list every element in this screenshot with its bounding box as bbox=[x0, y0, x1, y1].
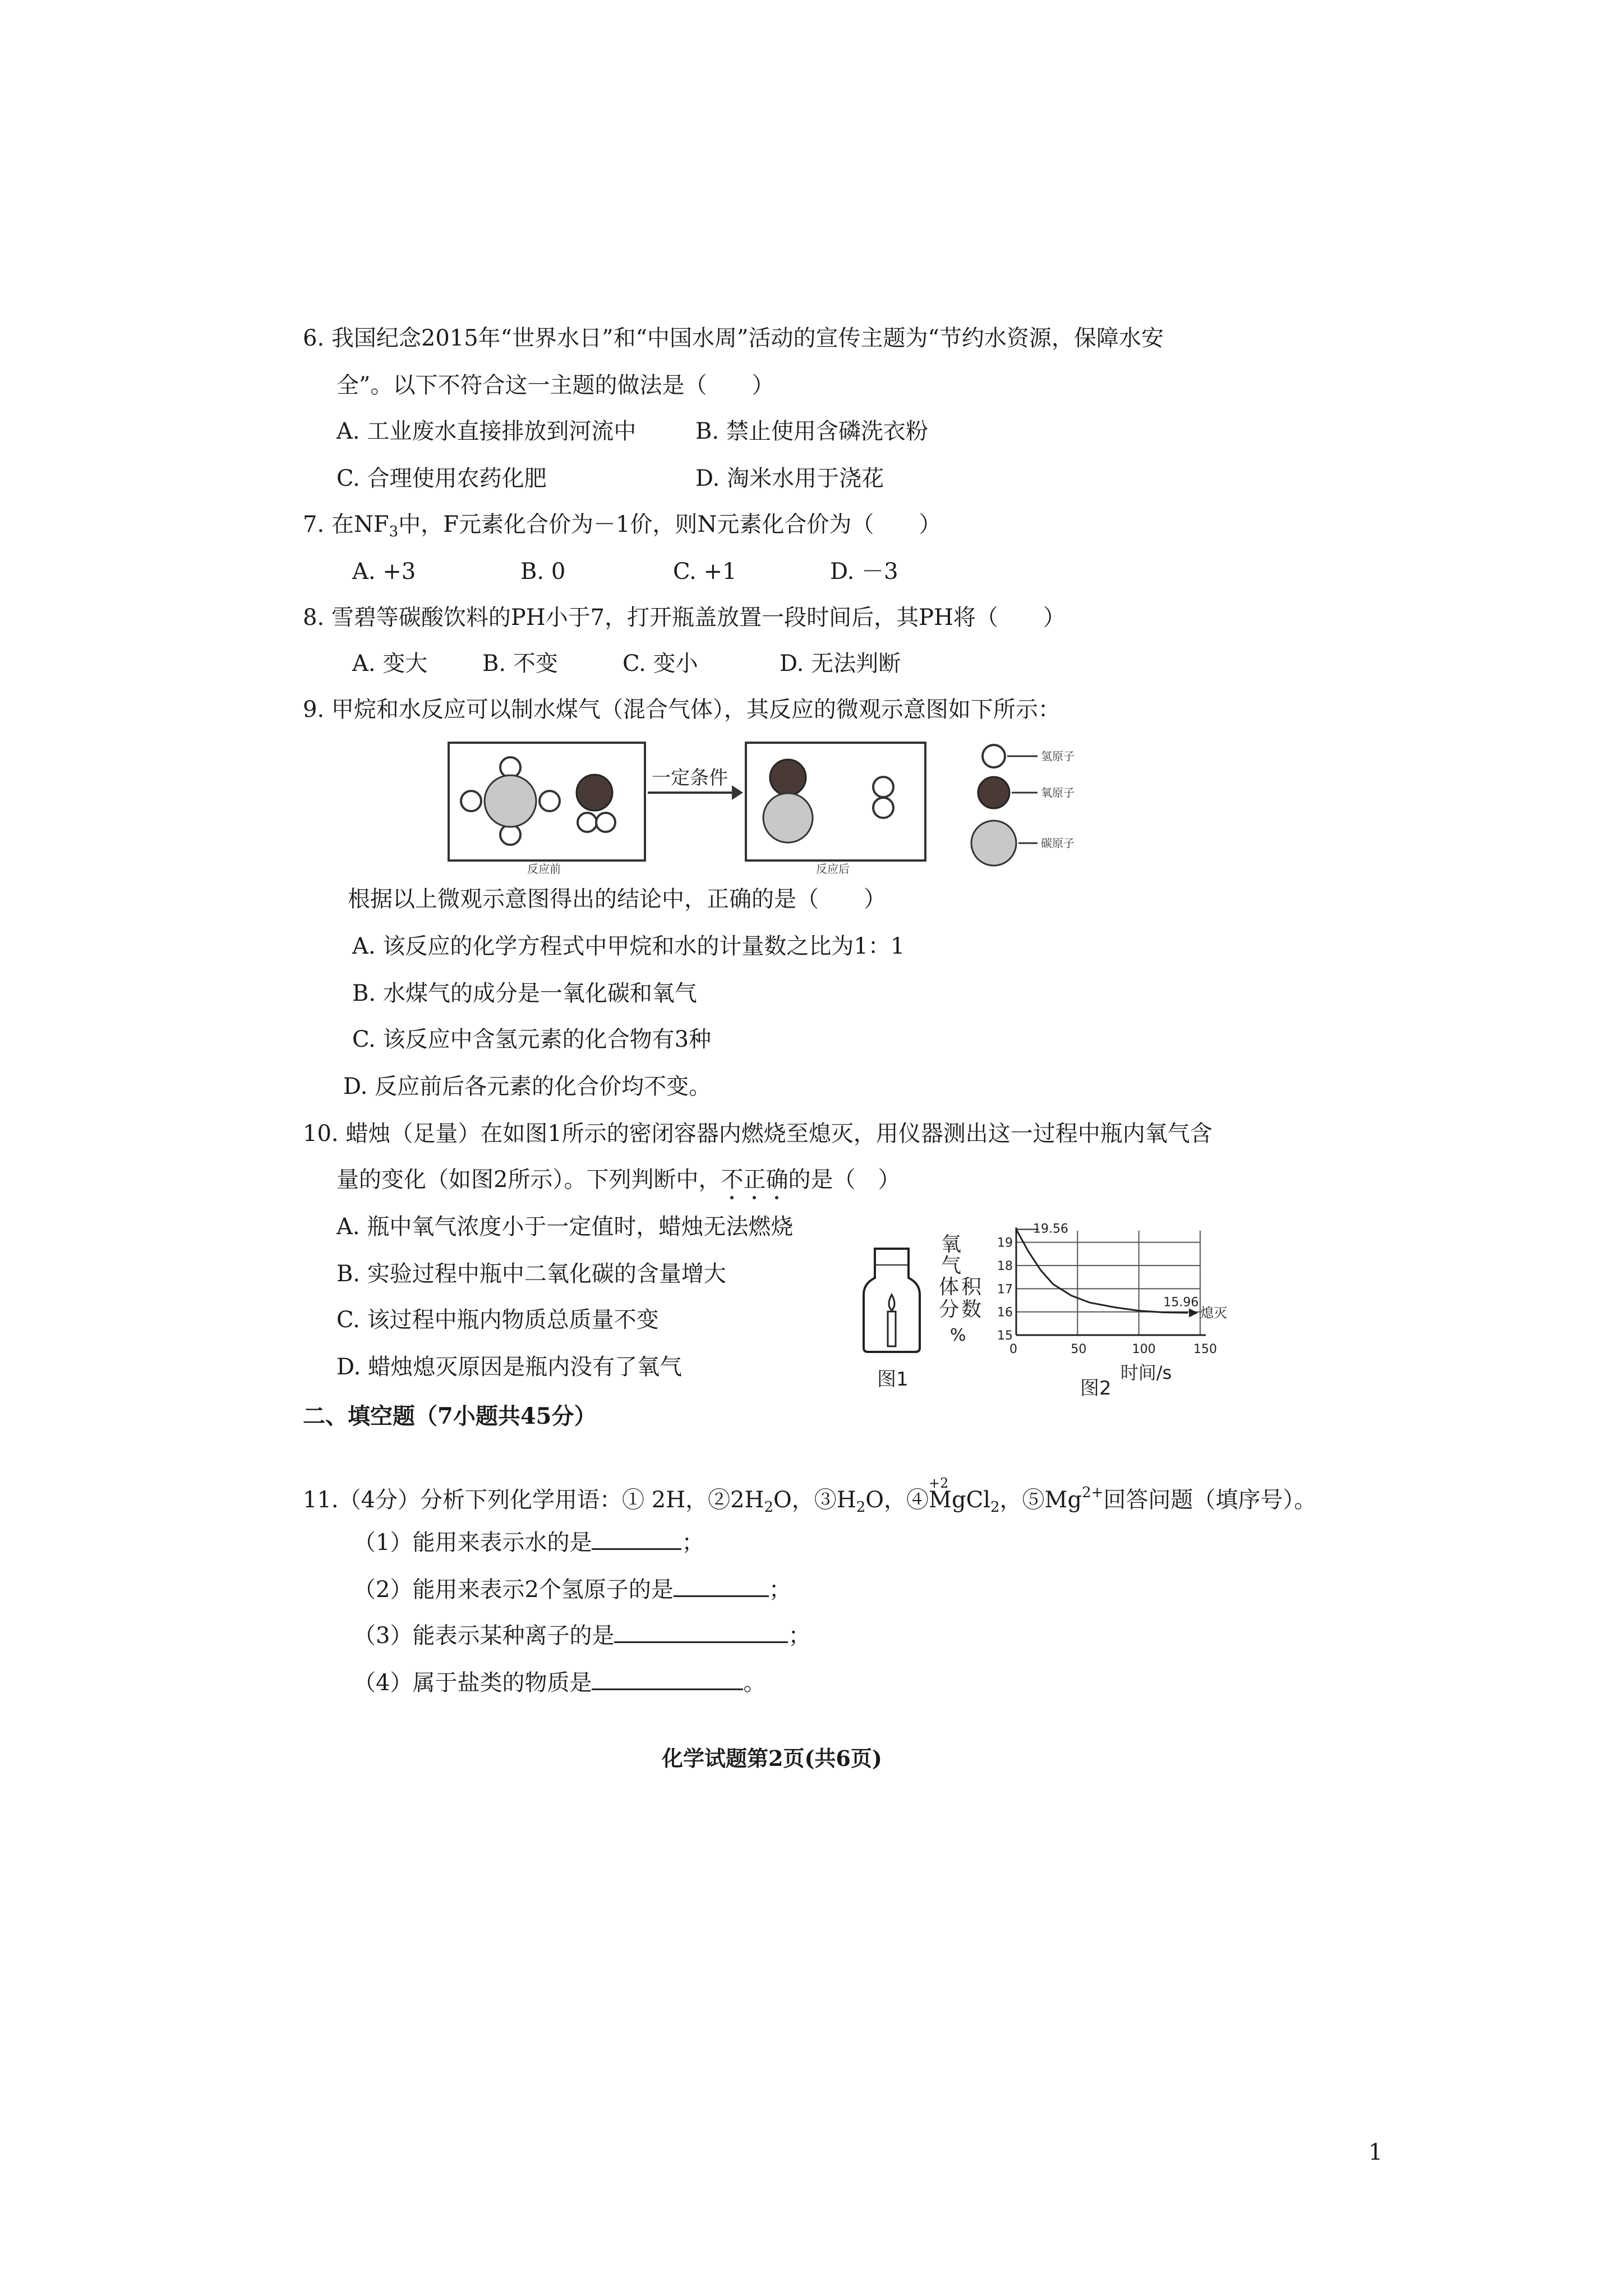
start-value-label: 19.56 bbox=[1033, 1222, 1068, 1236]
hydrogen-atom bbox=[578, 813, 597, 832]
emphasis-char: 正 bbox=[743, 1167, 766, 1193]
flame-icon bbox=[889, 1295, 895, 1310]
x-tick-label: 150 bbox=[1193, 1342, 1217, 1356]
q11-text: O，③H bbox=[773, 1487, 856, 1513]
x-tick-label: 50 bbox=[1071, 1342, 1087, 1356]
q11-item-label: （2）能用来表示2个氢原子的是 bbox=[353, 1577, 674, 1603]
q11-text: ，⑤Mg bbox=[999, 1487, 1082, 1513]
y-tick-label: 17 bbox=[997, 1282, 1013, 1297]
q11-text: 回答问题（填序号）。 bbox=[1103, 1487, 1317, 1513]
q10-option-b: B. 实验过程中瓶中二氧化碳的含量增大 bbox=[336, 1261, 726, 1287]
y-tick-label: 15 bbox=[997, 1329, 1013, 1343]
q11-sub: 2 bbox=[990, 1499, 1000, 1516]
ylabel-char: % bbox=[950, 1326, 966, 1345]
jar-lid bbox=[875, 1249, 909, 1266]
emphasis-char: 确 bbox=[766, 1167, 789, 1193]
figure1-jar bbox=[858, 1244, 925, 1390]
q11-sub: 2 bbox=[764, 1499, 773, 1516]
page-number: 1 bbox=[1368, 2139, 1383, 2165]
legend-carbon-label: 碳原子 bbox=[1041, 836, 1075, 850]
q7-subscript: 3 bbox=[389, 523, 399, 540]
q6-option-c: C. 合理使用农药化肥 bbox=[336, 466, 547, 491]
q6-option-b: B. 禁止使用含磷洗衣粉 bbox=[695, 418, 928, 444]
y-tick-label: 16 bbox=[997, 1305, 1013, 1320]
q7-suffix: 中，F元素化合价为－1价，则N元素化合价为（ ） bbox=[398, 512, 942, 537]
hydrogen-atom bbox=[540, 791, 560, 811]
hydrogen-atom bbox=[596, 813, 615, 832]
after-label: 反应后 bbox=[816, 862, 850, 874]
end-marker-icon bbox=[1189, 1308, 1198, 1317]
q9-line: 9. 甲烷和水反应可以制水煤气（混合气体），其反应的微观示意图如下所示： bbox=[303, 697, 1061, 723]
q10-line2-end: 的是（ ） bbox=[788, 1167, 901, 1193]
answer-blank[interactable] bbox=[592, 1667, 743, 1690]
q11-item-end: ； bbox=[788, 1623, 811, 1649]
y-tick-label: 19 bbox=[997, 1236, 1013, 1250]
q11-text: O，④ bbox=[865, 1487, 929, 1513]
emphasis-char: 不 bbox=[721, 1167, 744, 1193]
q7-option-b: B. 0 bbox=[520, 559, 566, 585]
oxygen-atom bbox=[577, 775, 612, 811]
q8-option-d: D. 无法判断 bbox=[780, 651, 901, 677]
figure1-label: 图1 bbox=[877, 1368, 909, 1390]
legend-oxygen-label: 氧原子 bbox=[1041, 786, 1075, 799]
q7-option-c: C. +1 bbox=[673, 559, 737, 585]
q10-option-a: A. 瓶中氧气浓度小于一定值时，蜡烛无法燃烧 bbox=[336, 1214, 794, 1240]
figure2-chart bbox=[931, 1217, 1267, 1402]
page-footer: 化学试题第2页(共6页) bbox=[662, 1746, 882, 1771]
candle bbox=[888, 1312, 896, 1346]
q6-option-d: D. 淘米水用于浇花 bbox=[695, 466, 884, 491]
extinguish-label: 熄灭 bbox=[1200, 1305, 1228, 1321]
ylabel-char: 数 bbox=[961, 1298, 982, 1321]
end-value-label: 15.96 bbox=[1163, 1295, 1199, 1310]
q11-item-4 bbox=[353, 1667, 766, 1697]
chart-axes bbox=[997, 1222, 1227, 1383]
oxidation-number: +2 bbox=[929, 1475, 949, 1491]
carbon-atom bbox=[485, 775, 536, 827]
before-label: 反应前 bbox=[527, 862, 561, 874]
hydrogen-atom bbox=[873, 777, 893, 797]
q6-line2: 全”。以下不符合这一主题的做法是（ ） bbox=[336, 372, 774, 398]
q9-option-a: A. 该反应的化学方程式中甲烷和水的计量数之比为1：1 bbox=[352, 933, 905, 959]
q10-line1: 10. 蜡烛（足量）在如图1所示的密闭容器内燃烧至熄灭，用仪器测出这一过程中瓶内氧气含 bbox=[303, 1121, 1212, 1147]
q9-option-d: D. 反应前后各元素的化合价均不变。 bbox=[343, 1074, 712, 1099]
q11-item-label: （3）能表示某种离子的是 bbox=[353, 1623, 615, 1649]
q11-item-3 bbox=[353, 1620, 810, 1650]
carbon-atom bbox=[763, 793, 813, 843]
q8-line: 8. 雪碧等碳酸饮料的PH小于7，打开瓶盖放置一段时间后，其PH将（ ） bbox=[303, 605, 1066, 631]
arrow-label: 一定条件 bbox=[652, 767, 728, 789]
q11-item-end: ； bbox=[768, 1577, 791, 1603]
q8-option-b: B. 不变 bbox=[482, 651, 558, 677]
q7-option-d: D. －3 bbox=[830, 559, 898, 585]
q8-option-a: A. 变大 bbox=[352, 651, 428, 677]
q7-line bbox=[303, 510, 941, 546]
q11-item-1 bbox=[353, 1527, 704, 1557]
q11-line bbox=[303, 1475, 1317, 1521]
oxidation-state bbox=[929, 1475, 990, 1514]
q11-text: MgCl bbox=[929, 1487, 990, 1513]
answer-blank[interactable] bbox=[674, 1574, 769, 1597]
answer-blank[interactable] bbox=[614, 1620, 788, 1643]
ylabel-char: 氧 bbox=[941, 1233, 962, 1256]
ylabel-char: 分 bbox=[939, 1298, 960, 1321]
q11-text: 11.（4分）分析下列化学用语：① 2H，②2H bbox=[303, 1487, 764, 1513]
x-axis-label: 时间/s bbox=[1120, 1362, 1172, 1383]
q10-option-c: C. 该过程中瓶内物质总质量不变 bbox=[336, 1307, 659, 1333]
legend-hydrogen-label: 氢原子 bbox=[1041, 749, 1075, 763]
q11-sup: 2+ bbox=[1082, 1484, 1104, 1501]
q9-option-b: B. 水煤气的成分是一氧化碳和氧气 bbox=[352, 981, 697, 1006]
q7-prefix: 7. 在NF bbox=[303, 512, 389, 537]
q11-item-end: ； bbox=[681, 1530, 704, 1556]
q8-option-c: C. 变小 bbox=[623, 651, 698, 677]
hydrogen-atom bbox=[461, 791, 481, 811]
ylabel-char: 气 bbox=[941, 1254, 962, 1277]
q11-item-label: （1）能用来表示水的是 bbox=[353, 1530, 592, 1556]
q11-item-label: （4）属于盐类的物质是 bbox=[353, 1670, 592, 1696]
y-tick-label: 18 bbox=[997, 1259, 1013, 1273]
q10-line2-text: 量的变化（如图2所示）。下列判断中， bbox=[336, 1167, 721, 1193]
answer-blank[interactable] bbox=[592, 1527, 681, 1550]
legend-oxygen-icon bbox=[978, 777, 1009, 808]
ylabel-char: 积 bbox=[961, 1276, 982, 1299]
figure2-label: 图2 bbox=[1080, 1377, 1112, 1400]
q9-option-c: C. 该反应中含氢元素的化合物有3种 bbox=[352, 1027, 712, 1052]
q7-option-a: A. +3 bbox=[352, 559, 416, 585]
legend-carbon-icon bbox=[971, 821, 1016, 866]
q9-stem: 根据以上微观示意图得出的结论中，正确的是（ ） bbox=[348, 886, 886, 912]
x-tick-label: 100 bbox=[1132, 1342, 1156, 1356]
legend-hydrogen-icon bbox=[983, 745, 1005, 767]
q11-item-end: 。 bbox=[743, 1670, 766, 1696]
q11-sub: 2 bbox=[856, 1499, 866, 1516]
reaction-arrow-head bbox=[732, 785, 743, 800]
q11-item-2 bbox=[353, 1574, 791, 1604]
reaction-diagram bbox=[443, 739, 1116, 874]
q10-option-d: D. 蜡烛熄灭原因是瓶内没有了氧气 bbox=[336, 1354, 683, 1380]
hydrogen-atom bbox=[873, 798, 893, 818]
q6-option-a: A. 工业废水直接排放到河流中 bbox=[336, 418, 637, 444]
ylabel-char: 体 bbox=[939, 1276, 960, 1299]
q10-line2 bbox=[336, 1166, 900, 1194]
section2-title: 二、填空题（7小题共45分） bbox=[303, 1403, 597, 1429]
x-tick-label: 0 bbox=[1009, 1342, 1017, 1356]
q6-line1: 6. 我国纪念2015年“世界水日”和“中国水周”活动的宣传主题为“节约水资源，保障水安 bbox=[303, 325, 1164, 351]
oxygen-atom bbox=[770, 760, 806, 795]
